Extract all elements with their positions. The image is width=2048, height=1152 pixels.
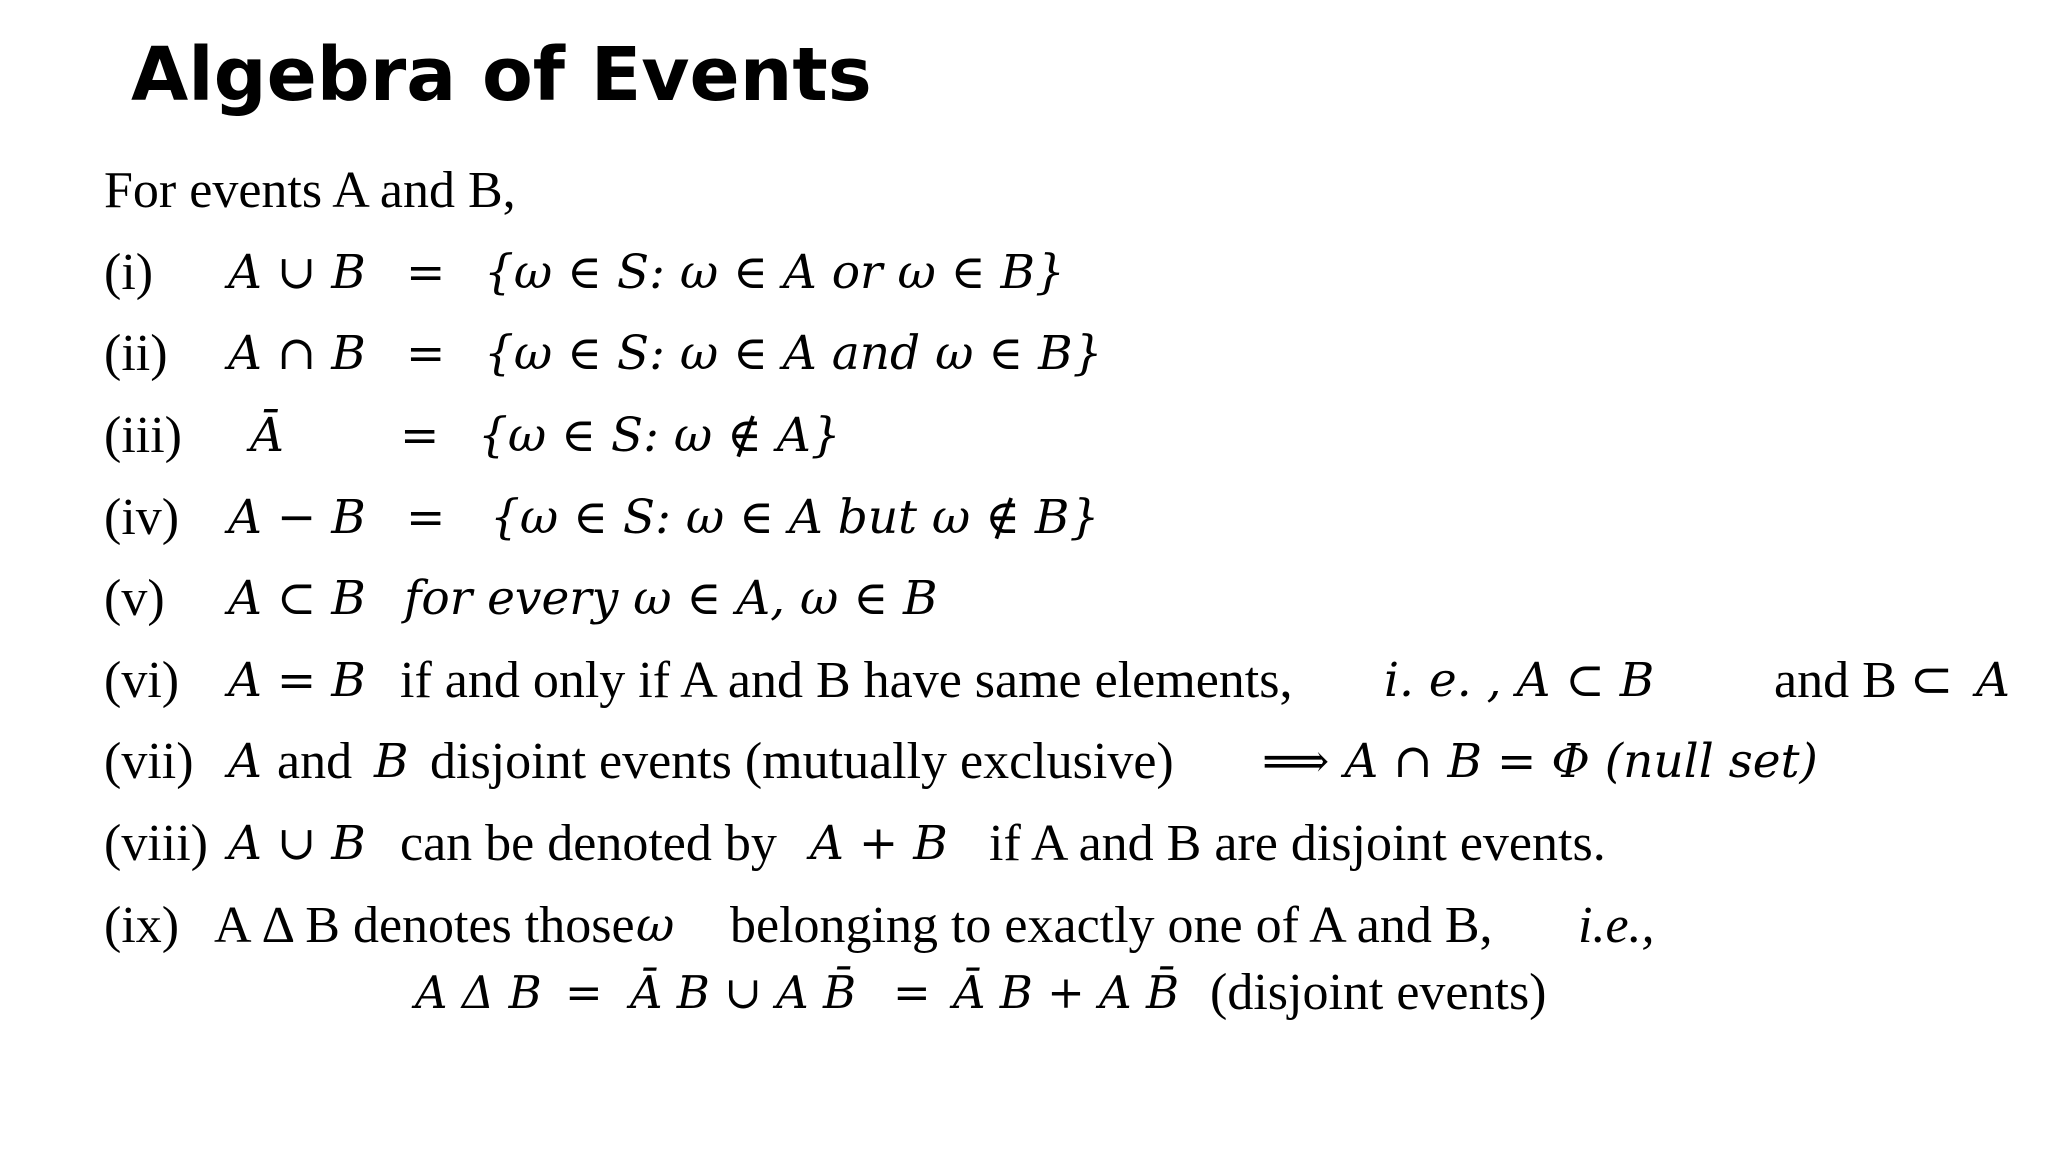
equals-sign: =: [406, 490, 446, 545]
equals-sign: =: [893, 966, 931, 1019]
math-rhs: {ω ∈ S: ω ∉ A}: [478, 408, 841, 463]
equals-sign: =: [406, 245, 446, 300]
math-lhs: A = B: [228, 653, 366, 708]
math-lhs: A ∩ B: [228, 326, 366, 381]
item-number: (vi): [104, 652, 180, 709]
explanation-text: if and only if A and B have same elements,: [400, 652, 1293, 709]
item-number: (ii): [104, 325, 168, 382]
equals-sign: =: [565, 966, 603, 1019]
math-lhs: Ā: [250, 408, 284, 463]
item-number: (vii): [104, 733, 194, 790]
explanation-text: i.e.,: [1578, 897, 1655, 954]
item-number: (ix): [104, 897, 180, 954]
explanation-text: belonging to exactly one of A and B,: [730, 897, 1493, 954]
math-symbol: ω: [636, 898, 675, 953]
item-number: (iii): [104, 407, 182, 464]
math-lhs: A ∪ B: [228, 245, 366, 300]
explanation-text: can be denoted by: [400, 815, 777, 872]
math-symbol: B: [374, 734, 409, 789]
math-rhs: {ω ∈ S: ω ∈ A or ω ∈ B}: [484, 245, 1065, 300]
explanation-text: A Δ B denotes those: [214, 897, 635, 954]
slide-title: Algebra of Events: [131, 32, 872, 118]
equals-sign: =: [406, 326, 446, 381]
explanation-text: and: [277, 733, 353, 790]
explanation-text: if A and B are disjoint events.: [989, 815, 1606, 872]
math-expression: Ā B ∪ A B̄: [630, 966, 857, 1019]
explanation-text: (disjoint events): [1210, 964, 1547, 1021]
item-number: (i): [104, 244, 154, 301]
math-lhs: A − B: [228, 490, 366, 545]
intro-text: For events A and B,: [104, 162, 516, 219]
explanation-text: disjoint events (mutually exclusive): [430, 733, 1174, 790]
equals-sign: =: [400, 408, 440, 463]
item-number: (v): [104, 570, 165, 627]
explanation-text: and B ⊂: [1774, 652, 1954, 709]
math-expression: Ā B + A B̄: [953, 966, 1180, 1019]
math-symbol: A: [228, 734, 262, 789]
math-expression: A: [1976, 653, 2010, 708]
math-expression: ⟹ A ∩ B = Φ (null set): [1262, 734, 1818, 789]
item-number: (iv): [104, 489, 180, 546]
math-rhs: {ω ∈ S: ω ∈ A but ω ∉ B}: [490, 490, 1100, 545]
item-number: (viii): [104, 815, 208, 872]
math-expression: A ∪ B: [228, 816, 366, 871]
math-expression: i. e. , A ⊂ B: [1384, 653, 1655, 708]
math-rhs: {ω ∈ S: ω ∈ A and ω ∈ B}: [484, 326, 1103, 381]
math-expression: A + B: [810, 816, 948, 871]
math-rhs: for every ω ∈ A, ω ∈ B: [404, 571, 938, 626]
math-lhs: A ⊂ B: [228, 571, 366, 626]
math-lhs: A Δ B: [415, 966, 542, 1019]
